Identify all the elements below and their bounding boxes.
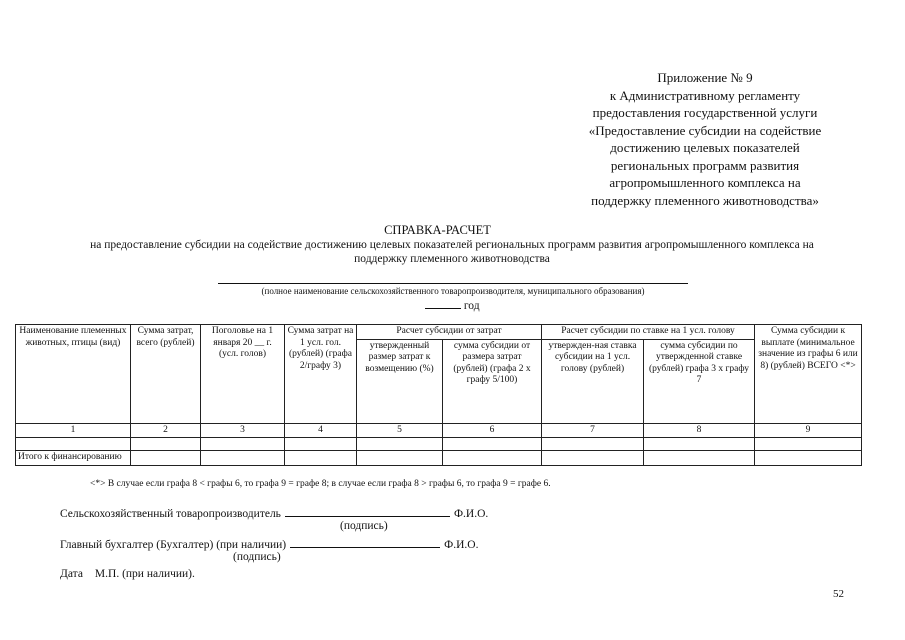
header-col6: сумма субсидии от размера затрат (рублей) (графа 2 х графу 5/100): [443, 339, 542, 423]
column-number: 5: [357, 423, 443, 438]
accountant-sign-hint: (подпись): [233, 551, 281, 563]
table-cell: [542, 451, 644, 466]
column-number: 2: [131, 423, 201, 438]
appendix-line: достижению целевых показателей: [610, 140, 800, 155]
header-col2: Сумма затрат, всего (рублей): [131, 325, 201, 424]
column-number: 6: [443, 423, 542, 438]
accountant-signature-blank: [290, 536, 440, 548]
year-blank: [425, 298, 461, 309]
table-cell: [131, 451, 201, 466]
header-row: [16, 325, 862, 340]
producer-fio: Ф.И.О.: [453, 508, 489, 520]
header-col8: сумма субсидии по утвержденной ставке (рублей) графа 3 х графу 7: [644, 339, 755, 423]
column-number: 3: [201, 423, 285, 438]
appendix-line: региональных программ развития: [610, 157, 800, 173]
page-number: 52: [833, 588, 844, 600]
table-cell: [201, 451, 285, 466]
column-number-row: [16, 423, 862, 438]
column-number: 1: [16, 423, 131, 438]
date-label: Дата: [60, 568, 83, 580]
column-number: 8: [644, 423, 755, 438]
accountant-label: Главный бухгалтер (Бухгалтер) (при наличии): [60, 539, 287, 551]
table-cell: [644, 438, 755, 451]
header-col1: Наименование племенных животных, птицы (вид): [16, 325, 131, 424]
header-col4: Сумма затрат на 1 усл. гол. (рублей) (графа 2/графу 3): [285, 325, 357, 424]
producer-sign-hint: (подпись): [340, 520, 388, 532]
producer-label: Сельскохозяйственный товаропроизводитель: [60, 508, 281, 520]
document-title: СПРАВКА-РАСЧЕТ: [384, 223, 491, 237]
producer-signature-line: [60, 505, 488, 521]
appendix-line: к Административному регламенту: [609, 87, 801, 103]
calculation-table: [15, 324, 862, 466]
table-cell: [542, 438, 644, 451]
appendix-header: [540, 69, 870, 209]
total-row: [16, 451, 862, 466]
footnote: <*> В случае если графа 8 < графы 6, то графа 9 = графе 8; в случае если графа 8 > графы 6, то графа 9 = графе 6.: [90, 479, 551, 489]
name-fill-line: [218, 283, 688, 284]
date-stamp-line: [60, 567, 195, 581]
header-col7: утвержден-ная ставка субсидии на 1 усл. голову (рублей): [542, 339, 644, 423]
table-cell: [16, 438, 131, 451]
table-cell: [443, 438, 542, 451]
header-col9: Сумма субсидии к выплате (минимальное значение из графы 6 или 8) (рублей) ВСЕГО <*>: [755, 325, 862, 424]
header-col3: Поголовье на 1 января 20 __ г. (усл. голов): [201, 325, 285, 424]
accountant-fio: Ф.И.О.: [444, 539, 479, 551]
empty-data-row: [16, 438, 862, 451]
table-cell: [755, 451, 862, 466]
name-hint: (полное наименование сельскохозяйственного товаропроизводителя, муниципального образования): [261, 286, 645, 296]
table-cell: [357, 438, 443, 451]
column-number: 7: [542, 423, 644, 438]
column-number: 9: [755, 423, 862, 438]
table-cell: [201, 438, 285, 451]
header-group-rate: Расчет субсидии по ставке на 1 усл. голову: [542, 325, 755, 340]
appendix-line: агропромышленного комплекса на: [609, 175, 801, 190]
table-cell: [644, 451, 755, 466]
stamp-label: М.П. (при наличии).: [94, 568, 195, 580]
appendix-line: предоставления государственной услуги: [592, 105, 818, 120]
total-label: Итого к финансированию: [16, 451, 131, 466]
table-cell: [357, 451, 443, 466]
year-field: [425, 298, 480, 313]
table-cell: [285, 451, 357, 466]
producer-signature-blank: [285, 505, 450, 517]
table-cell: [285, 438, 357, 451]
table-cell: [443, 451, 542, 466]
year-label: год: [463, 300, 480, 312]
table-cell: [131, 438, 201, 451]
header-col5: утвержденный размер затрат к возмещению (%): [357, 339, 443, 423]
header-group-costs: Расчет субсидии от затрат: [357, 325, 542, 340]
table-cell: [755, 438, 862, 451]
document-subtitle: на предоставление субсидии на содействие достижению целевых показателей региональных программ развития агропромышленного комплекса на поддержку племенного животноводства: [90, 239, 814, 265]
appendix-line: поддержку племенного животноводства»: [591, 192, 819, 208]
column-number: 4: [285, 423, 357, 438]
appendix-line: Приложение № 9: [657, 70, 753, 85]
appendix-line: «Предоставление субсидии на содействие: [588, 122, 822, 138]
